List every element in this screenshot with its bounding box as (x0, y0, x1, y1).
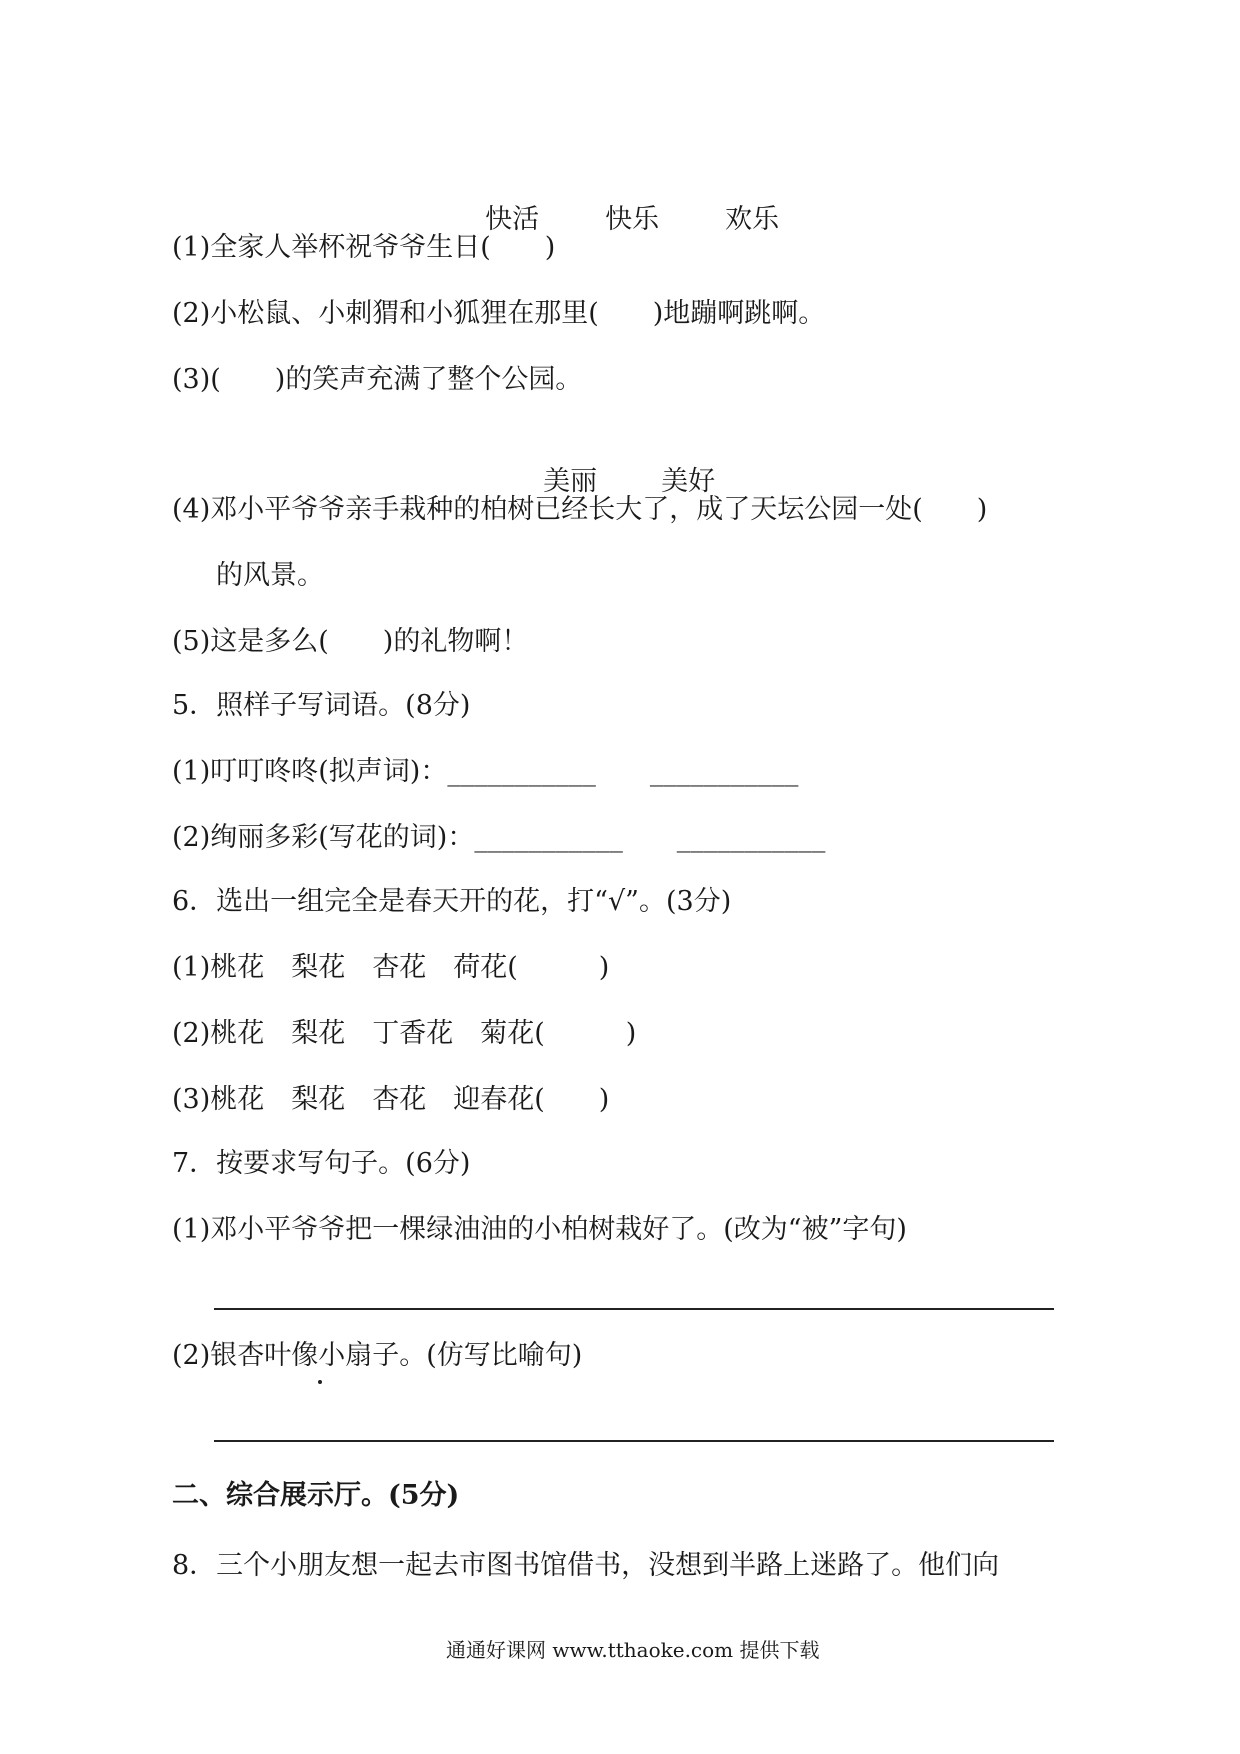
emphasis-dot (318, 1380, 322, 1384)
question-line: (3)桃花 梨花 杏花 迎春花( ) (172, 1084, 610, 1115)
word-choice-group-1 (468, 166, 779, 238)
question-line: (5)这是多么( )的礼物啊！ (172, 626, 529, 657)
word-option: 欢乐 (725, 204, 780, 235)
question-line: (1)桃花 梨花 杏花 荷花( ) (172, 952, 610, 983)
question-title: 5．照样子写词语。(8分) (172, 690, 471, 721)
question-line: (2)小松鼠、小刺猬和小狐狸在那里( )地蹦啊跳啊。 (172, 298, 826, 329)
question-title: 7．按要求写句子。(6分) (172, 1148, 471, 1179)
question-line: (4)邓小平爷爷亲手栽种的柏树已经长大了，成了天坛公园一处( ) (172, 494, 988, 525)
question-line: (1)邓小平爷爷把一棵绿油油的小柏树栽好了。(改为“被”字句) (172, 1214, 907, 1245)
question-title: 6．选出一组完全是春天开的花，打“√”。(3分) (172, 886, 732, 917)
question-line-continued: 的风景。 (216, 560, 324, 591)
answer-line (214, 1308, 1054, 1310)
question-line: (1)全家人举杯祝爷爷生日( ) (172, 232, 556, 263)
page-footer: 通通好课网 www.tthaoke.com 提供下载 (446, 1638, 820, 1662)
answer-line (214, 1440, 1054, 1442)
question-line: (1)叮叮咚咚(拟声词)：___________ ___________ (172, 756, 799, 787)
word-option: 美好 (661, 466, 716, 497)
word-option: 快乐 (605, 204, 660, 235)
question-line: (2)绚丽多彩(写花的词)：___________ ___________ (172, 822, 826, 853)
section-title: 二、综合展示厅。(5分) (172, 1480, 460, 1511)
word-option: 美丽 (543, 466, 598, 497)
question-line: 8．三个小朋友想一起去市图书馆借书，没想到半路上迷路了。他们向 (172, 1550, 1000, 1581)
question-line: (3)( )的笑声充满了整个公园。 (172, 364, 583, 395)
question-line: (2)银杏叶像小扇子。(仿写比喻句) (172, 1340, 583, 1371)
question-line: (2)桃花 梨花 丁香花 菊花( ) (172, 1018, 637, 1049)
word-choice-group-2 (526, 428, 715, 500)
word-option: 快活 (485, 204, 540, 235)
